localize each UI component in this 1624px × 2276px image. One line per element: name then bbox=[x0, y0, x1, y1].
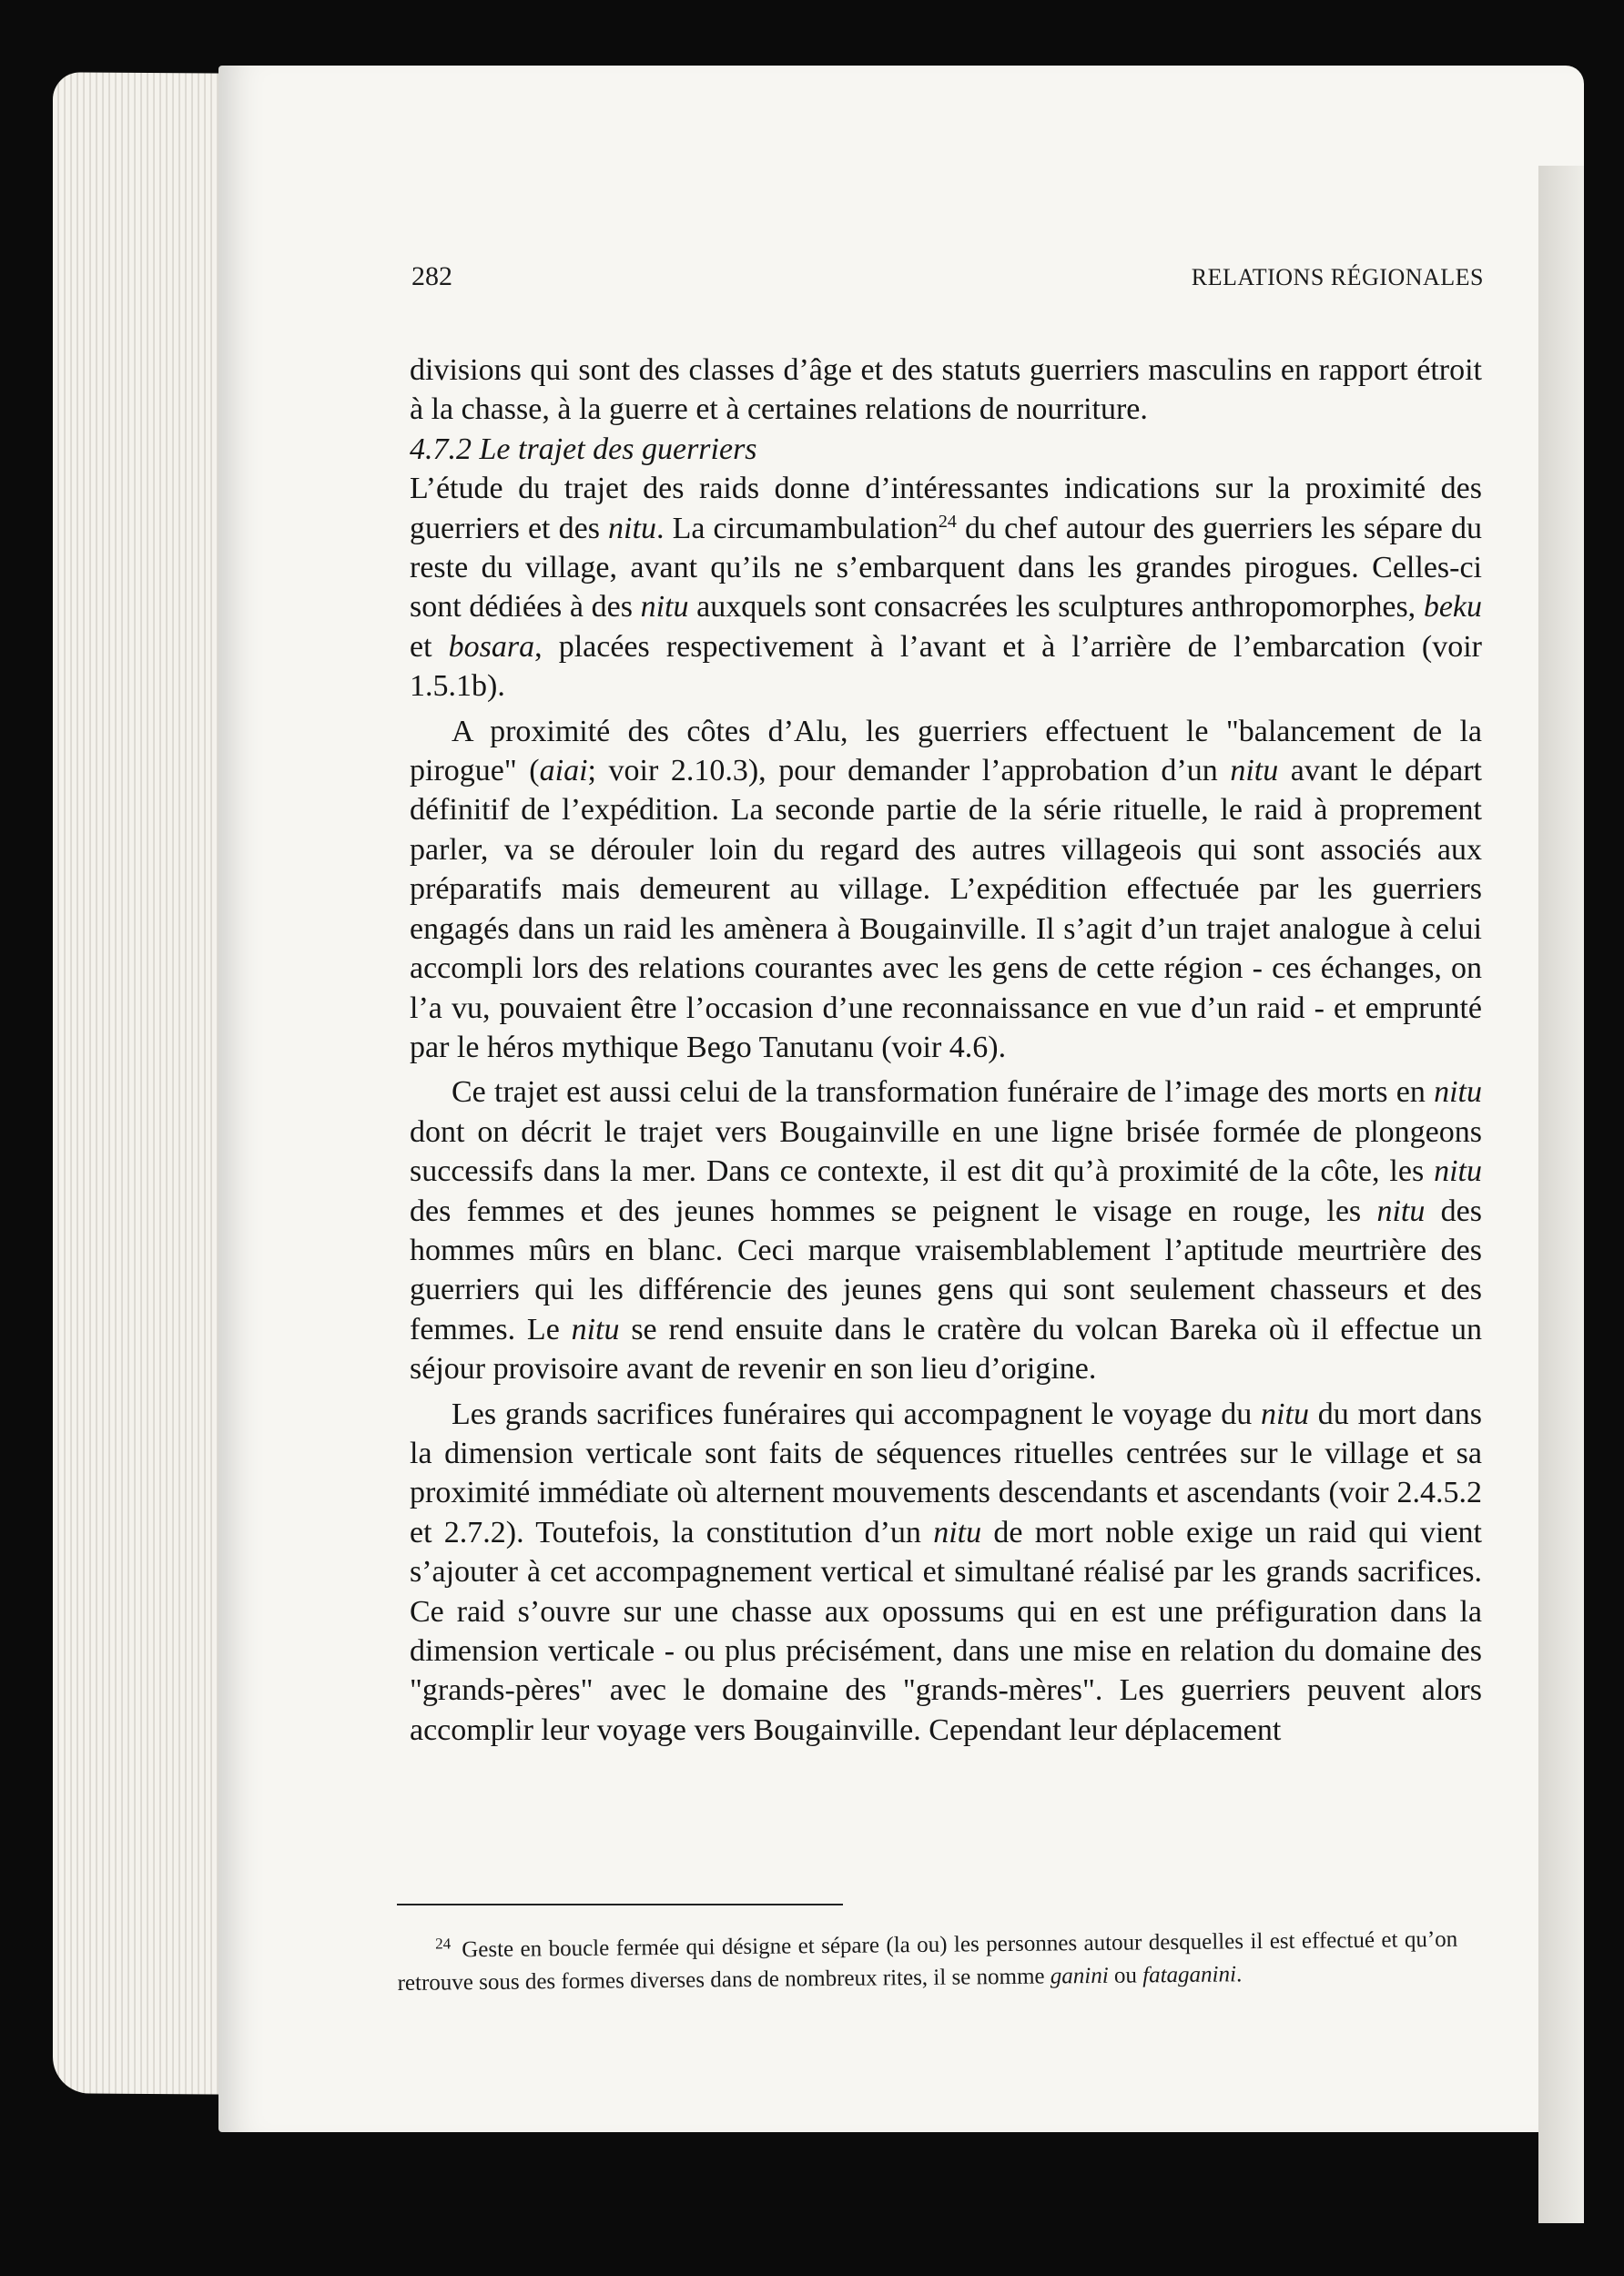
paragraph-5: Les grands sacrifices funéraires qui accompagnent le voyage du nitu du mort dans la dimension verticale sont faits de séquences rituelles centrées sur le village et sa proximité immédiate où alternent mouvements descendants et ascendants (voir 2.4.5.2 et 2.7.2). Toutefois, la constitution d’un nitu de mort noble exige un raid qui vient s’ajouter à cet accompagnement vertical et simultané réalisé par les grands sacrifices. Ce raid s’ouvre sur une chasse aux opossums qui en est une préfiguration dans la dimension verticale - ou plus précisément, dans une mise en relation du domaine des "grands-pères" avec le domaine des "grands-mères". Les guerriers peuvent alors accomplir leur voyage vers Bougainville. Cependant leur déplacement bbox=[410, 1397, 1483, 1747]
paragraph-3: A proximité des côtes d’Alu, les guerriers effectuent le "balancement de la pirogue" (aiai; voir 2.10.3), pour demander l’approbation d’un nitu avant le départ définitif de l’expédition. La seconde partie de la série rituelle, le raid à proprement parler, va se dérouler loin du regard des autres villageois qui sont associés aux préparatifs mais demeurent au village. L’expédition effectuée par les guerriers engagés dans un raid les amènera à Bougainville. Il s’agit d’un trajet analogue à celui accompli lors des relations courantes avec les gens de cette région - ces échanges, on l’a vu, pouvaient être l’occasion d’une reconnaissance en vue d’un raid - et emprunté par le héros mythique Bego Tanutanu (voir 4.6). bbox=[410, 714, 1483, 1064]
book-page-edges bbox=[53, 72, 244, 2094]
footnote-number: 24 bbox=[435, 1935, 452, 1953]
running-title: RELATIONS RÉGIONALES bbox=[1191, 264, 1484, 290]
running-header bbox=[411, 261, 1484, 292]
page-number: 282 bbox=[411, 261, 452, 291]
paragraph-4: Ce trajet est aussi celui de la transformation funéraire de l’image des morts en nitu dont on décrit le trajet vers Bougainville en une ligne brisée formée de plongeons successifs dans la mer. Dans ce contexte, il est dit qu’à proximité de la côte, les nitu des femmes et des jeunes hommes se peignent le visage en rouge, les nitu des hommes mûrs en blanc. Ceci marque vraisemblablement l’aptitude meurtrière des guerriers qui les différencie des jeunes gens qui sont seulement chasseurs et des femmes. Le nitu se rend ensuite dans le cratère du volcan Bareka où il effectue un séjour provisoire avant de revenir en son lieu d’origine. bbox=[410, 1075, 1483, 1387]
footnote-24: $^{24}$ Geste en boucle fermée qui désigne et sépare (la ou) les personnes autour desquelles il est effectué et qu’on retrouve sous des formes diverses dans de nombreux rites, il se nomme ganini ou fataganini. bbox=[397, 1926, 1458, 1996]
footnote-ref: 24 bbox=[938, 511, 957, 532]
paragraph-1: divisions qui sont des classes d’âge et des statuts guerriers masculins en rapport étroit à la chasse, à la guerre et à certaines relations de nourriture. bbox=[410, 353, 1482, 427]
facing-page-strip bbox=[1538, 166, 1584, 2223]
main-text bbox=[410, 351, 1482, 1750]
paragraph-2: L’étude du trajet des raids donne d’intéressantes indications sur la proximité des guerriers et des nitu. La circumambulation$^{24}$ du chef autour des guerriers les sépare du reste du village, avant qu’ils ne s’embarquent dans les grandes pirogues. Celles-ci sont dédiées à des nitu auxquels sont consacrées les sculptures anthropomorphes, beku et bosara, placées respectivement à l’avant et à l’arrière de l’embarcation (voir 1.5.1b). bbox=[410, 472, 1482, 704]
footnote-divider bbox=[397, 1904, 843, 1905]
section-heading: 4.7.2 Le trajet des guerriers bbox=[410, 432, 757, 466]
